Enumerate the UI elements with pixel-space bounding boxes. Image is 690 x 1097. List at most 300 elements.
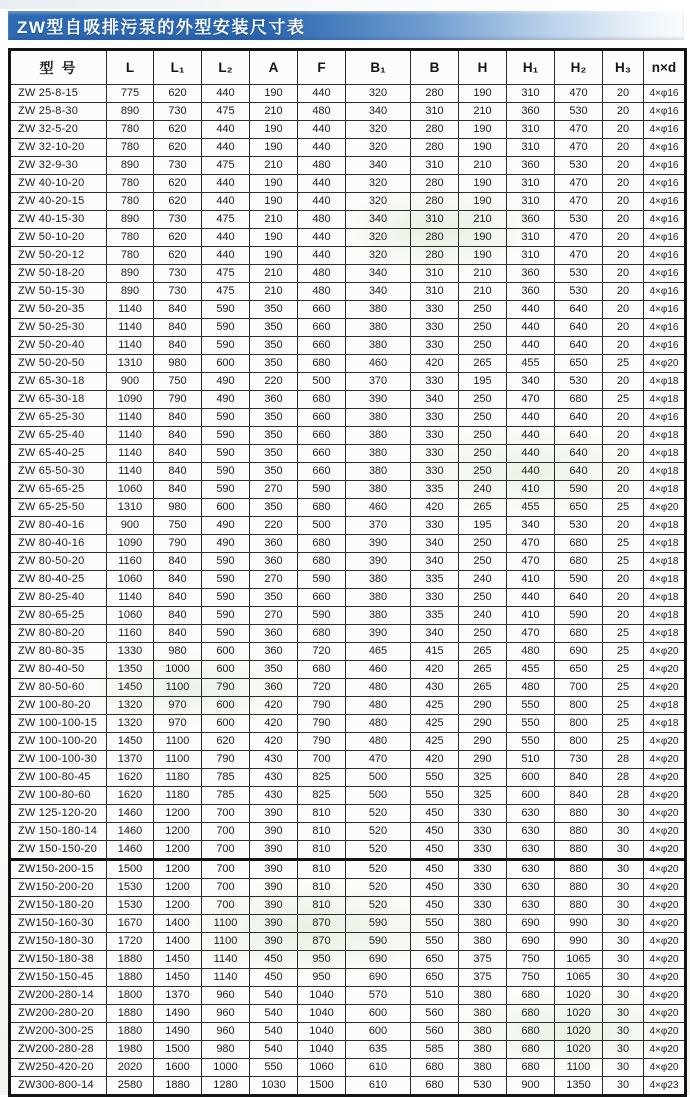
value-cell: 790 <box>202 679 250 697</box>
model-cell: ZW 25-8-15 <box>10 85 107 103</box>
value-cell: 680 <box>507 987 555 1005</box>
model-cell: ZW 32-5-20 <box>10 121 107 139</box>
nxd-cell: 4×φ16 <box>644 283 686 301</box>
value-cell: 880 <box>555 823 603 841</box>
value-cell: 210 <box>459 157 507 175</box>
value-cell: 700 <box>298 751 346 769</box>
value-cell: 290 <box>459 715 507 733</box>
nxd-cell: 4×φ16 <box>644 157 686 175</box>
value-cell: 310 <box>411 283 459 301</box>
value-cell: 620 <box>154 247 202 265</box>
value-cell: 750 <box>154 517 202 535</box>
value-cell: 600 <box>507 769 555 787</box>
value-cell: 1880 <box>154 1077 202 1096</box>
nxd-cell: 4×φ20 <box>644 969 686 987</box>
value-cell: 540 <box>250 1023 298 1041</box>
value-cell: 1880 <box>107 969 154 987</box>
value-cell: 380 <box>346 571 411 589</box>
value-cell: 320 <box>346 229 411 247</box>
model-cell: ZW150-160-30 <box>10 915 107 933</box>
value-cell: 630 <box>507 860 555 879</box>
value-cell: 25 <box>603 697 644 715</box>
value-cell: 380 <box>346 463 411 481</box>
table-row <box>10 157 686 175</box>
value-cell: 440 <box>507 409 555 427</box>
table-row <box>10 463 686 481</box>
nxd-cell: 4×φ18 <box>644 715 686 733</box>
value-cell: 550 <box>507 715 555 733</box>
value-cell: 450 <box>411 823 459 841</box>
table-row <box>10 769 686 787</box>
value-cell: 460 <box>346 661 411 679</box>
value-cell: 380 <box>459 915 507 933</box>
value-cell: 590 <box>202 589 250 607</box>
value-cell: 900 <box>107 373 154 391</box>
model-cell: ZW 100-100-20 <box>10 733 107 751</box>
nxd-cell: 4×φ18 <box>644 445 686 463</box>
value-cell: 455 <box>507 355 555 373</box>
value-cell: 590 <box>202 625 250 643</box>
value-cell: 840 <box>154 553 202 571</box>
value-cell: 440 <box>507 301 555 319</box>
value-cell: 350 <box>250 319 298 337</box>
value-cell: 620 <box>154 229 202 247</box>
value-cell: 320 <box>346 247 411 265</box>
column-header-L: L <box>107 50 154 85</box>
value-cell: 840 <box>154 571 202 589</box>
value-cell: 190 <box>250 247 298 265</box>
column-header-F: F <box>298 50 346 85</box>
value-cell: 440 <box>507 445 555 463</box>
value-cell: 840 <box>154 319 202 337</box>
value-cell: 450 <box>411 841 459 860</box>
table-row <box>10 409 686 427</box>
table-row <box>10 915 686 933</box>
value-cell: 785 <box>202 787 250 805</box>
value-cell: 1200 <box>154 841 202 860</box>
nxd-cell: 4×φ20 <box>644 951 686 969</box>
nxd-cell: 4×φ18 <box>644 553 686 571</box>
value-cell: 1140 <box>107 463 154 481</box>
value-cell: 390 <box>250 823 298 841</box>
value-cell: 250 <box>459 319 507 337</box>
value-cell: 455 <box>507 499 555 517</box>
nxd-cell: 4×φ20 <box>644 1005 686 1023</box>
value-cell: 1500 <box>154 1041 202 1059</box>
value-cell: 1140 <box>202 969 250 987</box>
value-cell: 680 <box>555 535 603 553</box>
value-cell: 410 <box>507 571 555 589</box>
value-cell: 620 <box>154 193 202 211</box>
value-cell: 680 <box>298 391 346 409</box>
value-cell: 20 <box>603 139 644 157</box>
value-cell: 1200 <box>154 805 202 823</box>
value-cell: 450 <box>411 805 459 823</box>
value-cell: 410 <box>507 481 555 499</box>
value-cell: 20 <box>603 193 644 211</box>
value-cell: 320 <box>346 139 411 157</box>
value-cell: 620 <box>154 121 202 139</box>
value-cell: 550 <box>411 787 459 805</box>
value-cell: 380 <box>459 1059 507 1077</box>
value-cell: 1500 <box>107 860 154 879</box>
nxd-cell: 4×φ20 <box>644 679 686 697</box>
value-cell: 470 <box>507 391 555 409</box>
model-cell: ZW 100-100-15 <box>10 715 107 733</box>
value-cell: 390 <box>250 879 298 897</box>
table-row <box>10 933 686 951</box>
value-cell: 1400 <box>154 933 202 951</box>
value-cell: 20 <box>603 247 644 265</box>
value-cell: 480 <box>507 679 555 697</box>
value-cell: 840 <box>154 607 202 625</box>
table-row <box>10 1059 686 1077</box>
model-cell: ZW 65-50-30 <box>10 463 107 481</box>
value-cell: 240 <box>459 607 507 625</box>
value-cell: 680 <box>555 553 603 571</box>
value-cell: 190 <box>250 85 298 103</box>
value-cell: 210 <box>250 157 298 175</box>
value-cell: 350 <box>250 445 298 463</box>
value-cell: 1310 <box>107 355 154 373</box>
nxd-cell: 4×φ20 <box>644 987 686 1005</box>
table-row <box>10 823 686 841</box>
value-cell: 25 <box>603 553 644 571</box>
value-cell: 340 <box>411 553 459 571</box>
value-cell: 475 <box>202 103 250 121</box>
model-cell: ZW250-420-20 <box>10 1059 107 1077</box>
value-cell: 20 <box>603 337 644 355</box>
value-cell: 780 <box>107 229 154 247</box>
value-cell: 730 <box>154 157 202 175</box>
value-cell: 680 <box>411 1059 459 1077</box>
value-cell: 210 <box>459 103 507 121</box>
value-cell: 425 <box>411 697 459 715</box>
table-row <box>10 229 686 247</box>
nxd-cell: 4×φ23 <box>644 1077 686 1096</box>
value-cell: 650 <box>411 969 459 987</box>
value-cell: 1310 <box>107 499 154 517</box>
table-row <box>10 355 686 373</box>
value-cell: 210 <box>250 283 298 301</box>
value-cell: 1020 <box>555 987 603 1005</box>
table-row <box>10 879 686 897</box>
nxd-cell: 4×φ20 <box>644 769 686 787</box>
value-cell: 780 <box>107 139 154 157</box>
nxd-cell: 4×φ20 <box>644 841 686 860</box>
value-cell: 880 <box>555 805 603 823</box>
value-cell: 190 <box>459 121 507 139</box>
nxd-cell: 4×φ18 <box>644 697 686 715</box>
value-cell: 20 <box>603 319 644 337</box>
value-cell: 340 <box>346 157 411 175</box>
value-cell: 530 <box>555 283 603 301</box>
value-cell: 1800 <box>107 987 154 1005</box>
value-cell: 730 <box>154 103 202 121</box>
value-cell: 470 <box>555 85 603 103</box>
value-cell: 1620 <box>107 787 154 805</box>
value-cell: 590 <box>202 571 250 589</box>
table-row <box>10 969 686 987</box>
value-cell: 270 <box>250 481 298 499</box>
value-cell: 640 <box>555 463 603 481</box>
value-cell: 1460 <box>107 805 154 823</box>
value-cell: 320 <box>346 175 411 193</box>
value-cell: 450 <box>411 897 459 915</box>
value-cell: 190 <box>459 193 507 211</box>
column-header-H3: H₃ <box>603 50 644 85</box>
value-cell: 30 <box>603 969 644 987</box>
value-cell: 370 <box>346 517 411 535</box>
table-row <box>10 733 686 751</box>
value-cell: 30 <box>603 1059 644 1077</box>
value-cell: 195 <box>459 373 507 391</box>
value-cell: 20 <box>603 175 644 193</box>
value-cell: 480 <box>298 283 346 301</box>
value-cell: 980 <box>154 643 202 661</box>
value-cell: 30 <box>603 860 644 879</box>
value-cell: 390 <box>250 860 298 879</box>
model-cell: ZW150-200-15 <box>10 860 107 879</box>
table-row <box>10 517 686 535</box>
table-row <box>10 897 686 915</box>
value-cell: 380 <box>346 481 411 499</box>
table-row <box>10 391 686 409</box>
value-cell: 520 <box>346 879 411 897</box>
value-cell: 480 <box>298 157 346 175</box>
nxd-cell: 4×φ20 <box>644 733 686 751</box>
value-cell: 825 <box>298 787 346 805</box>
value-cell: 680 <box>298 355 346 373</box>
value-cell: 320 <box>346 85 411 103</box>
value-cell: 720 <box>298 679 346 697</box>
value-cell: 510 <box>411 987 459 1005</box>
value-cell: 590 <box>202 337 250 355</box>
value-cell: 520 <box>346 897 411 915</box>
value-cell: 540 <box>250 1041 298 1059</box>
value-cell: 1040 <box>298 987 346 1005</box>
value-cell: 1060 <box>107 607 154 625</box>
nxd-cell: 4×φ20 <box>644 897 686 915</box>
table-row <box>10 1041 686 1059</box>
value-cell: 360 <box>250 625 298 643</box>
value-cell: 1140 <box>107 409 154 427</box>
value-cell: 480 <box>298 265 346 283</box>
value-cell: 990 <box>555 915 603 933</box>
table-row <box>10 661 686 679</box>
model-cell: ZW 80-80-20 <box>10 625 107 643</box>
value-cell: 1620 <box>107 769 154 787</box>
value-cell: 420 <box>411 355 459 373</box>
value-cell: 1450 <box>107 679 154 697</box>
value-cell: 750 <box>507 951 555 969</box>
value-cell: 470 <box>555 247 603 265</box>
nxd-cell: 4×φ18 <box>644 373 686 391</box>
value-cell: 530 <box>555 517 603 535</box>
value-cell: 430 <box>250 787 298 805</box>
value-cell: 25 <box>603 679 644 697</box>
column-header-B: B <box>411 50 459 85</box>
nxd-cell: 4×φ16 <box>644 193 686 211</box>
value-cell: 640 <box>555 427 603 445</box>
value-cell: 330 <box>459 805 507 823</box>
value-cell: 390 <box>250 841 298 860</box>
nxd-cell: 4×φ20 <box>644 1023 686 1041</box>
value-cell: 1980 <box>107 1041 154 1059</box>
column-header-nxd: n×d <box>644 50 686 85</box>
value-cell: 500 <box>298 373 346 391</box>
value-cell: 350 <box>250 409 298 427</box>
value-cell: 360 <box>250 391 298 409</box>
value-cell: 1140 <box>107 445 154 463</box>
value-cell: 1020 <box>555 1005 603 1023</box>
value-cell: 1460 <box>107 841 154 860</box>
value-cell: 460 <box>346 355 411 373</box>
value-cell: 840 <box>154 625 202 643</box>
value-cell: 30 <box>603 879 644 897</box>
value-cell: 790 <box>298 715 346 733</box>
nxd-cell: 4×φ20 <box>644 879 686 897</box>
value-cell: 1030 <box>250 1077 298 1096</box>
value-cell: 690 <box>507 933 555 951</box>
value-cell: 425 <box>411 715 459 733</box>
value-cell: 960 <box>202 987 250 1005</box>
value-cell: 440 <box>202 85 250 103</box>
nxd-cell: 4×φ16 <box>644 175 686 193</box>
value-cell: 1090 <box>107 391 154 409</box>
value-cell: 480 <box>346 697 411 715</box>
value-cell: 480 <box>298 103 346 121</box>
table-row <box>10 175 686 193</box>
value-cell: 680 <box>298 625 346 643</box>
value-cell: 2580 <box>107 1077 154 1096</box>
value-cell: 360 <box>507 157 555 175</box>
value-cell: 190 <box>250 175 298 193</box>
value-cell: 340 <box>346 103 411 121</box>
value-cell: 1040 <box>298 1005 346 1023</box>
nxd-cell: 4×φ18 <box>644 517 686 535</box>
value-cell: 265 <box>459 661 507 679</box>
nxd-cell: 4×φ18 <box>644 463 686 481</box>
value-cell: 390 <box>250 915 298 933</box>
value-cell: 990 <box>555 933 603 951</box>
value-cell: 440 <box>507 337 555 355</box>
table-row <box>10 85 686 103</box>
value-cell: 590 <box>202 463 250 481</box>
value-cell: 1720 <box>107 933 154 951</box>
value-cell: 390 <box>250 897 298 915</box>
table-row <box>10 1005 686 1023</box>
value-cell: 840 <box>154 409 202 427</box>
value-cell: 520 <box>346 805 411 823</box>
value-cell: 810 <box>298 897 346 915</box>
value-cell: 330 <box>411 445 459 463</box>
value-cell: 680 <box>507 1059 555 1077</box>
value-cell: 680 <box>298 499 346 517</box>
value-cell: 840 <box>154 445 202 463</box>
value-cell: 30 <box>603 823 644 841</box>
value-cell: 960 <box>202 1023 250 1041</box>
value-cell: 420 <box>411 661 459 679</box>
model-cell: ZW 80-65-25 <box>10 607 107 625</box>
model-cell: ZW 150-180-14 <box>10 823 107 841</box>
table-row <box>10 499 686 517</box>
title-banner <box>8 11 684 40</box>
value-cell: 325 <box>459 787 507 805</box>
value-cell: 330 <box>411 409 459 427</box>
model-cell: ZW 100-80-60 <box>10 787 107 805</box>
value-cell: 380 <box>459 987 507 1005</box>
model-cell: ZW 40-10-20 <box>10 175 107 193</box>
value-cell: 330 <box>411 427 459 445</box>
value-cell: 425 <box>411 733 459 751</box>
value-cell: 290 <box>459 751 507 769</box>
value-cell: 380 <box>346 427 411 445</box>
value-cell: 310 <box>507 247 555 265</box>
table-row <box>10 535 686 553</box>
value-cell: 650 <box>555 499 603 517</box>
value-cell: 590 <box>202 301 250 319</box>
value-cell: 1040 <box>298 1023 346 1041</box>
value-cell: 590 <box>298 481 346 499</box>
value-cell: 340 <box>411 391 459 409</box>
table-row <box>10 373 686 391</box>
value-cell: 470 <box>507 553 555 571</box>
value-cell: 730 <box>154 283 202 301</box>
value-cell: 800 <box>555 733 603 751</box>
value-cell: 290 <box>459 697 507 715</box>
nxd-cell: 4×φ20 <box>644 661 686 679</box>
table-row <box>10 987 686 1005</box>
nxd-cell: 4×φ20 <box>644 1059 686 1077</box>
value-cell: 220 <box>250 517 298 535</box>
value-cell: 620 <box>154 139 202 157</box>
value-cell: 840 <box>154 337 202 355</box>
value-cell: 290 <box>459 733 507 751</box>
value-cell: 310 <box>411 103 459 121</box>
table-row <box>10 625 686 643</box>
value-cell: 190 <box>250 229 298 247</box>
value-cell: 810 <box>298 805 346 823</box>
value-cell: 310 <box>507 229 555 247</box>
value-cell: 20 <box>603 121 644 139</box>
table-row <box>10 211 686 229</box>
value-cell: 1100 <box>154 733 202 751</box>
value-cell: 590 <box>298 607 346 625</box>
value-cell: 1100 <box>202 915 250 933</box>
value-cell: 1320 <box>107 715 154 733</box>
value-cell: 1400 <box>154 915 202 933</box>
value-cell: 20 <box>603 85 644 103</box>
model-cell: ZW 50-20-35 <box>10 301 107 319</box>
value-cell: 880 <box>555 879 603 897</box>
model-cell: ZW200-300-25 <box>10 1023 107 1041</box>
value-cell: 1020 <box>555 1041 603 1059</box>
value-cell: 450 <box>411 879 459 897</box>
value-cell: 430 <box>250 751 298 769</box>
value-cell: 600 <box>346 1023 411 1041</box>
value-cell: 265 <box>459 679 507 697</box>
value-cell: 680 <box>555 391 603 409</box>
model-cell: ZW 65-40-25 <box>10 445 107 463</box>
value-cell: 20 <box>603 445 644 463</box>
value-cell: 680 <box>411 1077 459 1096</box>
value-cell: 30 <box>603 897 644 915</box>
value-cell: 600 <box>202 661 250 679</box>
value-cell: 20 <box>603 373 644 391</box>
value-cell: 840 <box>154 301 202 319</box>
value-cell: 410 <box>507 607 555 625</box>
